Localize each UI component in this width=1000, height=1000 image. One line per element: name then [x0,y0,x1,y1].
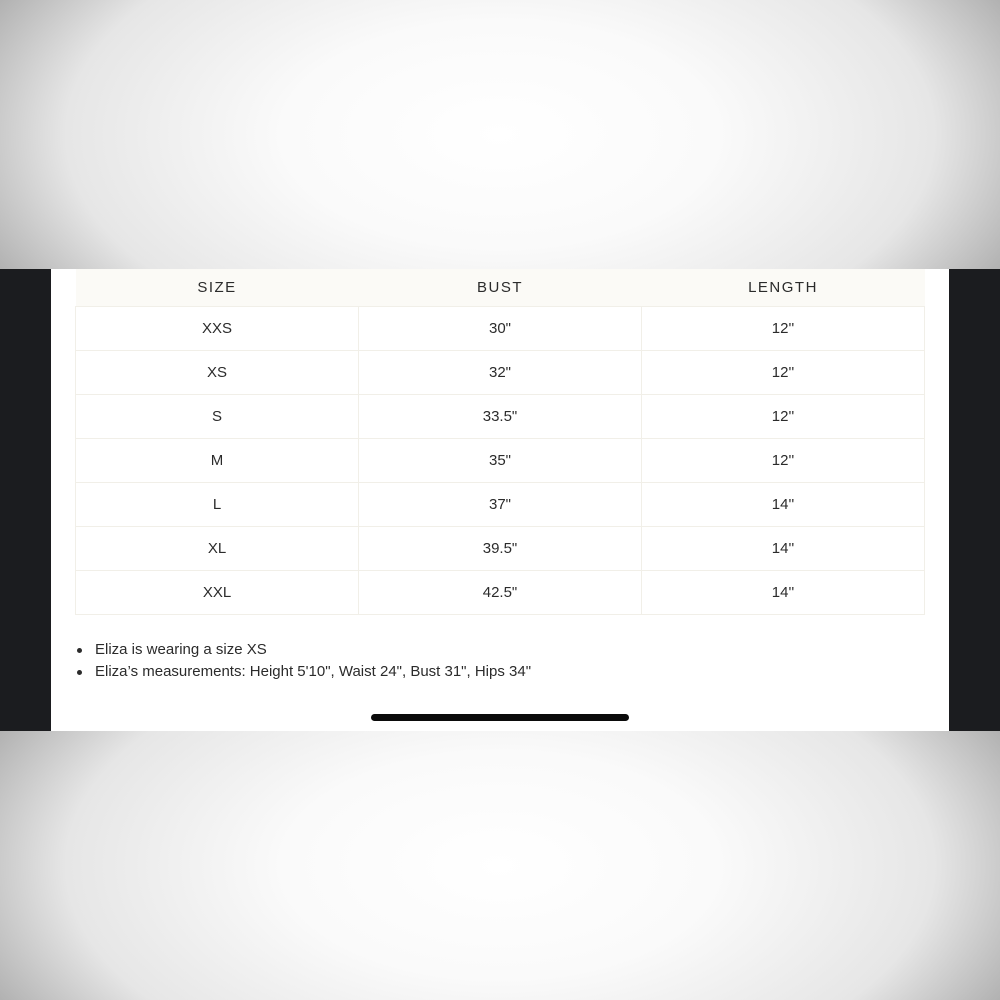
bust-cell: 39.5" [359,527,642,571]
bullet-icon [77,670,82,675]
size-cell: XXS [76,307,359,351]
bullet-icon [77,648,82,653]
background-bottom [0,731,1000,1000]
column-header-size: SIZE [76,269,359,307]
table-row [76,307,925,351]
bust-cell: 30" [359,307,642,351]
length-cell: 12'' [642,395,925,439]
table-row [76,571,925,615]
size-cell: L [76,483,359,527]
bust-cell: 32" [359,351,642,395]
length-cell: 12'' [642,351,925,395]
table-header-row [76,269,925,307]
list-item [76,661,531,683]
table-row [76,351,925,395]
length-cell: 14'' [642,483,925,527]
length-cell: 14'' [642,571,925,615]
length-cell: 12'' [642,439,925,483]
background-top [0,0,1000,269]
list-item [76,639,531,661]
model-notes-list [76,639,531,683]
length-cell: 14'' [642,527,925,571]
table-row [76,439,925,483]
home-indicator-bar[interactable] [371,714,629,721]
length-cell: 12'' [642,307,925,351]
size-cell: S [76,395,359,439]
table-row [76,395,925,439]
bust-cell: 37" [359,483,642,527]
column-header-length: LENGTH [642,269,925,307]
phone-screen [51,269,949,731]
bust-cell: 35" [359,439,642,483]
size-cell: XXL [76,571,359,615]
size-cell: XS [76,351,359,395]
size-chart-table [75,269,925,615]
table-row [76,527,925,571]
note-text: Eliza’s measurements: Height 5'10", Waist 24", Bust 31", Hips 34" [95,663,532,680]
bust-cell: 33.5" [359,395,642,439]
column-header-bust: BUST [359,269,642,307]
size-cell: XL [76,527,359,571]
size-cell: M [76,439,359,483]
bust-cell: 42.5" [359,571,642,615]
table-row [76,483,925,527]
note-text: Eliza is wearing a size XS [95,641,267,658]
